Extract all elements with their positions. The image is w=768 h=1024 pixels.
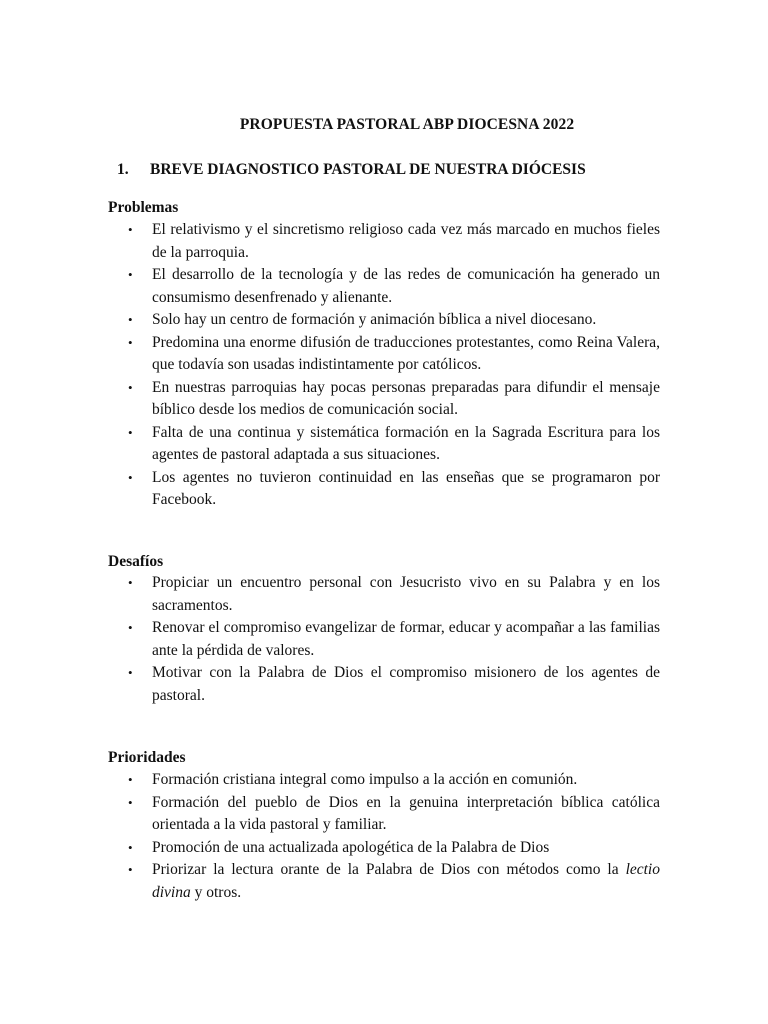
bullet-icon: •	[128, 575, 133, 590]
list-item	[108, 264, 660, 309]
list-item-text: Falta de una continua y sistemática formación en la Sagrada Escritura para los agentes de pastoral adaptada a sus situaciones.	[152, 423, 660, 463]
desafios-heading: Desafíos	[108, 553, 164, 570]
list-item-text-after: y otros.	[190, 883, 242, 901]
list-item-text: Solo hay un centro de formación y animación bíblica a nivel diocesano.	[152, 311, 597, 328]
document-title: PROPUESTA PASTORAL ABP DIOCESNA 2022	[239, 116, 575, 133]
list-item-text: Promoción de una actualizada apologética de la Palabra de Dios	[152, 838, 550, 856]
bullet-icon: •	[128, 312, 133, 327]
list-item	[108, 859, 660, 904]
bullet-icon: •	[128, 334, 133, 350]
list-item	[108, 792, 660, 837]
list-item-text: El desarrollo de la tecnología y de las redes de comunicación ha generado un consumismo desenfrenado y alienante.	[152, 266, 660, 306]
bullet-icon: •	[128, 620, 133, 635]
bullet-icon: •	[128, 862, 133, 877]
list-item-text: El relativismo y el sincretismo religioso cada vez más marcado en muchos fieles de la parroquia.	[152, 221, 660, 261]
list-item	[108, 837, 660, 860]
list-item	[108, 309, 660, 332]
section-heading	[117, 161, 586, 179]
list-item-text: Predomina una enorme difusión de traducciones protestantes, como Reina Valera, que todavía son usadas indistintamente por católicos.	[152, 333, 660, 373]
prioridades-list	[108, 769, 660, 904]
problemas-list	[108, 219, 660, 512]
list-item-text: Propiciar un encuentro personal con Jesucristo vivo en su Palabra y en los sacramentos.	[152, 574, 660, 614]
list-item	[108, 332, 660, 377]
list-item-text: Formación cristiana integral como impulso a la acción en comunión.	[152, 771, 578, 788]
list-item-text-italic: lectio divina	[152, 861, 660, 901]
section-title: BREVE DIAGNOSTICO PASTORAL DE NUESTRA DIÓCESIS	[150, 161, 586, 178]
list-item-text: Motivar con la Palabra de Dios el compromiso misionero de los agentes de pastoral.	[152, 664, 660, 704]
bullet-icon: •	[128, 665, 133, 680]
section-number: 1.	[117, 161, 129, 178]
list-item	[108, 662, 660, 707]
list-item	[108, 617, 660, 662]
list-item-text: Los agentes no tuvieron continuidad en las enseñas que se programaron por Facebook.	[152, 468, 660, 508]
list-item	[108, 377, 660, 422]
list-item	[108, 422, 660, 467]
desafios-list	[108, 572, 660, 707]
bullet-icon: •	[128, 267, 133, 282]
problemas-heading: Problemas	[108, 199, 179, 216]
list-item	[108, 219, 660, 264]
bullet-icon: •	[128, 772, 133, 787]
prioridades-heading: Prioridades	[108, 749, 186, 766]
list-item-text-before: Priorizar la lectura orante de la Palabra de Dios con métodos como la	[152, 861, 626, 878]
bullet-icon: •	[128, 222, 133, 237]
bullet-icon: •	[128, 379, 133, 395]
list-item-text: Formación del pueblo de Dios en la genuina interpretación bíblica católica orientada a la vida pastoral y familiar.	[152, 793, 660, 833]
bullet-icon: •	[128, 794, 133, 810]
list-item	[108, 467, 660, 512]
list-item	[108, 572, 660, 617]
list-item-text: En nuestras parroquias hay pocas personas preparadas para difundir el mensaje bíblico desde los medios de comunicación social.	[152, 378, 660, 418]
bullet-icon: •	[128, 469, 133, 485]
list-item	[108, 769, 660, 792]
bullet-icon: •	[128, 839, 133, 855]
bullet-icon: •	[128, 424, 133, 440]
list-item-text: Renovar el compromiso evangelizar de formar, educar y acompañar a las familias ante la pérdida de valores.	[152, 619, 660, 659]
